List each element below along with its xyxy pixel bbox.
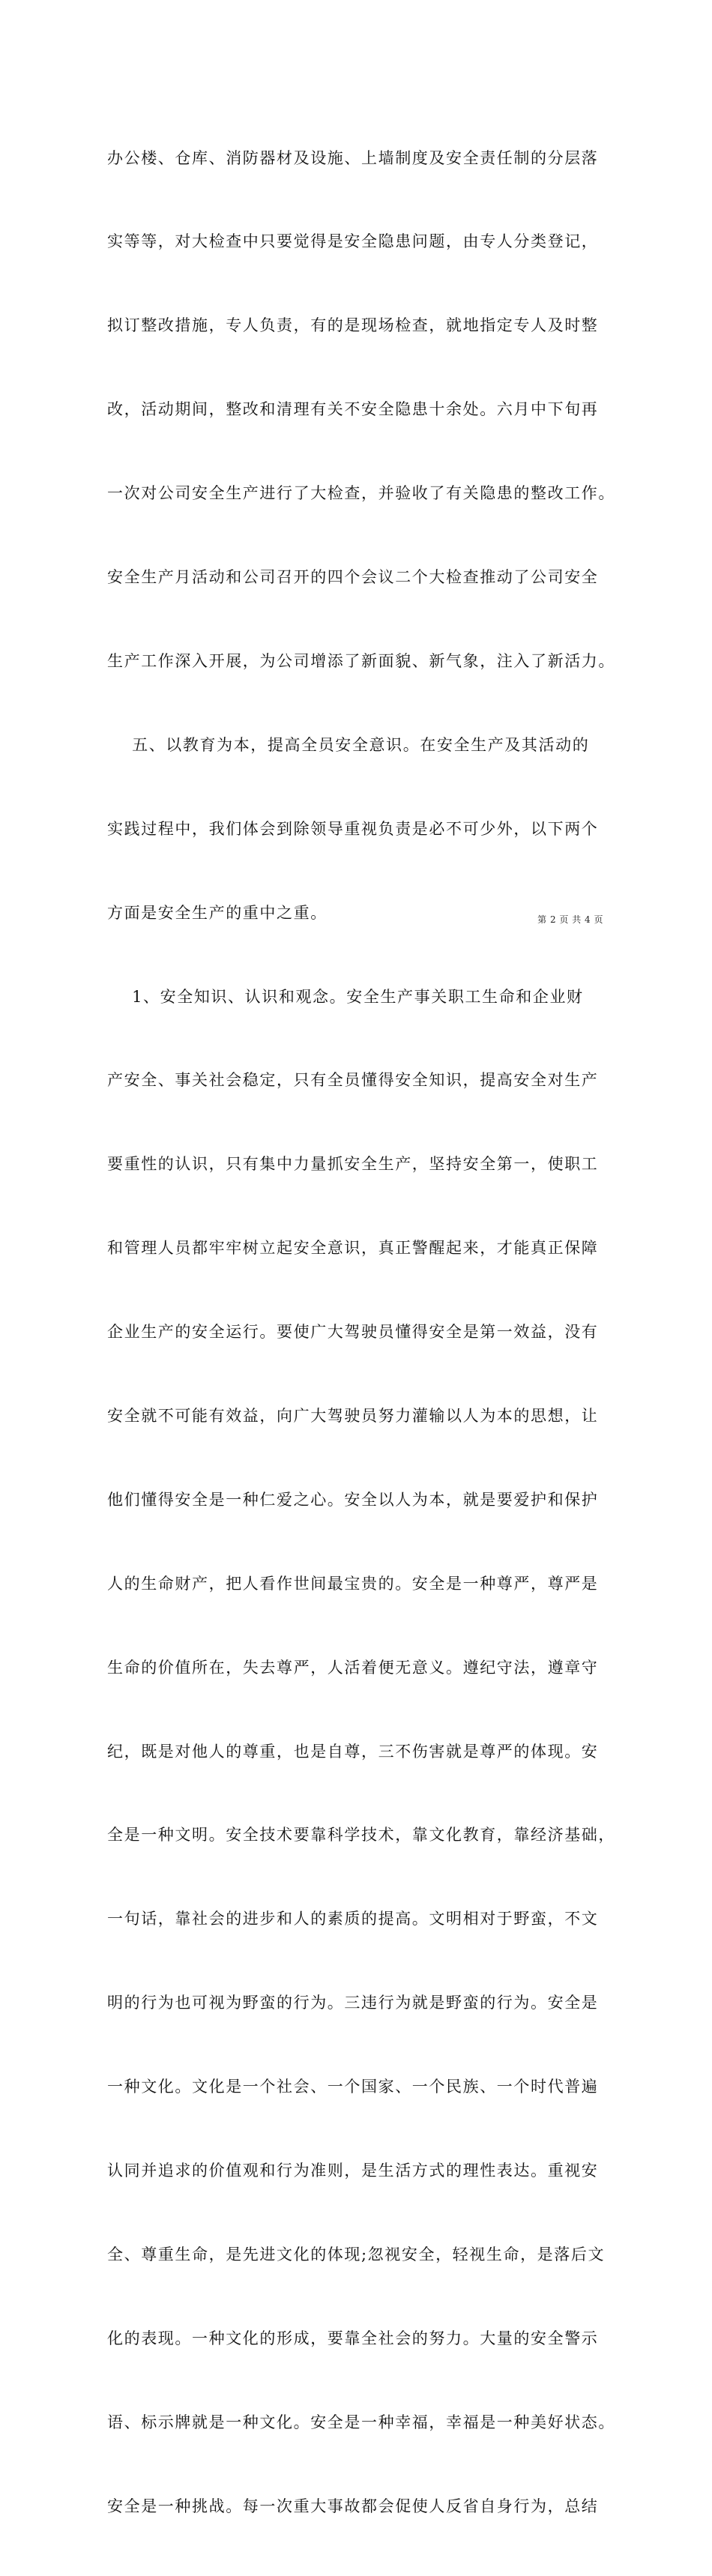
text-line: 全、尊重生命，是先进文化的体现;忽视安全，轻视生命，是落后文 [107,2245,606,2263]
text-line: 一句话，靠社会的进步和人的素质的提高。文明相对于野蛮，不文 [107,1910,599,1928]
text-line: 安全是一种挑战。每一次重大事故都会促使人反省自身行为，总结 [107,2497,599,2515]
text-line: 安全生产月活动和公司召开的四个会议二个大检查推动了公司安全 [107,568,599,587]
text-line: 实等等，对大检查中只要觉得是安全隐患问题，由专人分类登记， [107,232,599,251]
page-number: 第 2 页 共 4 页 [537,914,603,925]
text-line: 产安全、事关社会稳定，只有全员懂得安全知识，提高安全对生产 [107,1071,599,1090]
text-line: 语、标示牌就是一种文化。安全是一种幸福，幸福是一种美好状态。 [107,2413,615,2431]
text-line: 方面是安全生产的重中之重。 [107,903,328,922]
text-line: 一种文化。文化是一个社会、一个国家、一个民族、一个时代普遍 [107,2078,599,2096]
text-line: 实践过程中，我们体会到除领导重视负责是必不可少外，以下两个 [107,819,599,838]
text-line: 安全就不可能有效益，向广大驾驶员努力灌输以人为本的思想，让 [107,1406,599,1425]
text-line: 要重性的认识，只有集中力量抓安全生产，坚持安全第一，使职工 [107,1155,599,1174]
text-line: 生命的价值所在，失去尊严，人活着便无意义。遵纪守法，遵章守 [107,1658,599,1677]
text-line: 全是一种文明。安全技术要靠科学技术，靠文化教育，靠经济基础， [107,1826,615,1844]
text-line: 生产工作深入开展，为公司增添了新面貌、新气象，注入了新活力。 [107,651,615,670]
text-line: 纪，既是对他人的尊重，也是自尊，三不伤害就是尊严的体现。安 [107,1742,599,1761]
text-line: 企业生产的安全运行。要使广大驾驶员懂得安全是第一效益，没有 [107,1323,599,1342]
text-line: 化的表现。一种文化的形成，要靠全社会的努力。大量的安全警示 [107,2329,599,2347]
text-line: 他们懂得安全是一种仁爱之心。安全以人为本，就是要爱护和保护 [107,1490,599,1509]
text-line: 改，活动期间，整改和清理有关不安全隐患十余处。六月中下旬再 [107,400,599,419]
text-line: 五、以教育为本，提高全员安全意识。在安全生产及其活动的 [107,735,590,754]
text-line: 一次对公司安全生产进行了大检查，并验收了有关隐患的整改工作。 [107,484,615,503]
text-line: 办公楼、仓库、消防器材及设施、上墙制度及安全责任制的分层落 [107,148,599,167]
text-line: 和管理人员都牢牢树立起安全意识，真正警醒起来，才能真正保障 [107,1239,599,1258]
body-text [107,88,615,2576]
text-line: 人的生命财产，把人看作世间最宝贵的。安全是一种尊严，尊严是 [107,1574,599,1593]
text-line: 1、安全知识、认识和观念。安全生产事关职工生命和企业财 [107,987,584,1006]
text-line: 明的行为也可视为野蛮的行为。三违行为就是野蛮的行为。安全是 [107,1994,599,2012]
text-line: 拟订整改措施，专人负责，有的是现场检查，就地指定专人及时整 [107,316,599,335]
text-line: 认同并追求的价值观和行为准则，是生活方式的理性表达。重视安 [107,2161,599,2180]
